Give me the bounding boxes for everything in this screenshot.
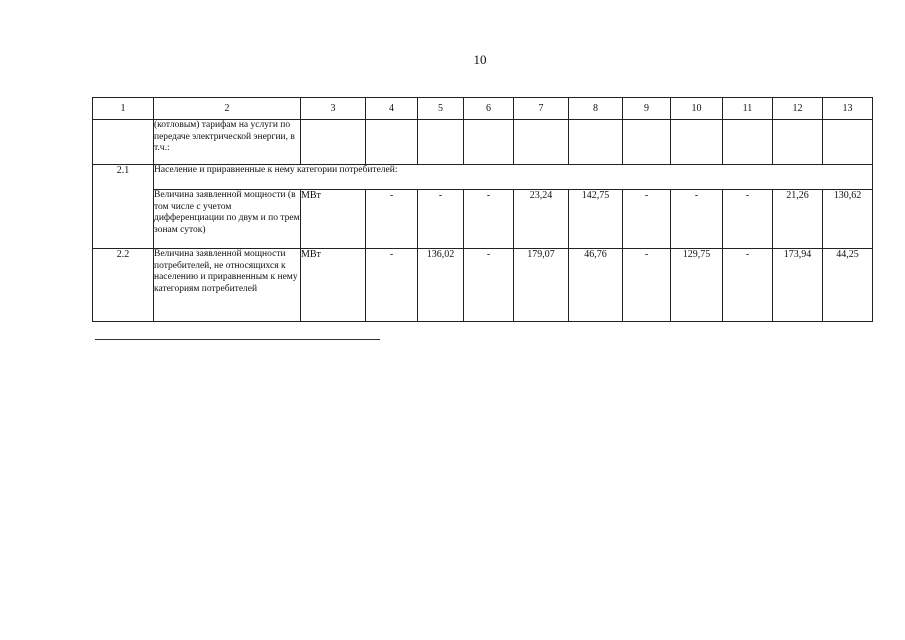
section-title-cell: Население и приравненные к нему категории потребителей: [154,165,873,190]
value-cell: 129,75 [671,249,723,322]
page-number: 10 [473,52,487,67]
row-number-cell [93,120,154,165]
value-cell: - [623,190,671,249]
header-cell: 11 [723,98,773,120]
value-cell: - [366,190,418,249]
value-cell [823,120,873,165]
value-cell: - [723,249,773,322]
value-cell [723,120,773,165]
value-cell: 23,24 [514,190,569,249]
header-cell: 10 [671,98,723,120]
header-cell: 4 [366,98,418,120]
unit-cell: МВт [301,249,366,322]
value-cell: 142,75 [569,190,623,249]
header-cell: 6 [464,98,514,120]
header-cell: 7 [514,98,569,120]
value-cell: - [418,190,464,249]
value-cell [514,120,569,165]
value-cell [366,120,418,165]
data-table [92,97,873,322]
header-cell: 8 [569,98,623,120]
footnote-divider [95,339,380,340]
description-cell: Величина заявленной мощности (в том числе с учетом дифференциации по двум и по трем зонам суток) [154,190,301,249]
value-cell [671,120,723,165]
value-cell: 179,07 [514,249,569,322]
value-cell [569,120,623,165]
value-cell: 46,76 [569,249,623,322]
header-cell: 9 [623,98,671,120]
table-row [93,120,873,165]
value-cell: 21,26 [773,190,823,249]
header-cell: 5 [418,98,464,120]
value-cell: 173,94 [773,249,823,322]
value-cell [773,120,823,165]
value-cell: - [723,190,773,249]
value-cell: 136,02 [418,249,464,322]
value-cell [418,120,464,165]
value-cell: 44,25 [823,249,873,322]
unit-cell [301,120,366,165]
header-cell: 2 [154,98,301,120]
header-cell: 1 [93,98,154,120]
row-number-cell: 2.1 [93,165,154,249]
table-row [93,165,873,190]
value-cell: - [623,249,671,322]
value-cell: 130,62 [823,190,873,249]
table-row [93,249,873,322]
row-number-cell: 2.2 [93,249,154,322]
value-cell: - [464,249,514,322]
header-cell: 12 [773,98,823,120]
header-cell: 3 [301,98,366,120]
description-cell: Величина заявленной мощности потребителей, не относящихся к населению и приравненным к нему категориям потребителей [154,249,301,322]
header-cell: 13 [823,98,873,120]
value-cell: - [671,190,723,249]
table-row [93,190,873,249]
continuation-description: (котловым) тарифам на услуги по передаче электрической энергии, в т.ч.: [154,120,301,165]
value-cell [623,120,671,165]
value-cell: - [366,249,418,322]
table-header-row [93,98,873,120]
unit-cell: МВт [301,190,366,249]
value-cell [464,120,514,165]
value-cell: - [464,190,514,249]
